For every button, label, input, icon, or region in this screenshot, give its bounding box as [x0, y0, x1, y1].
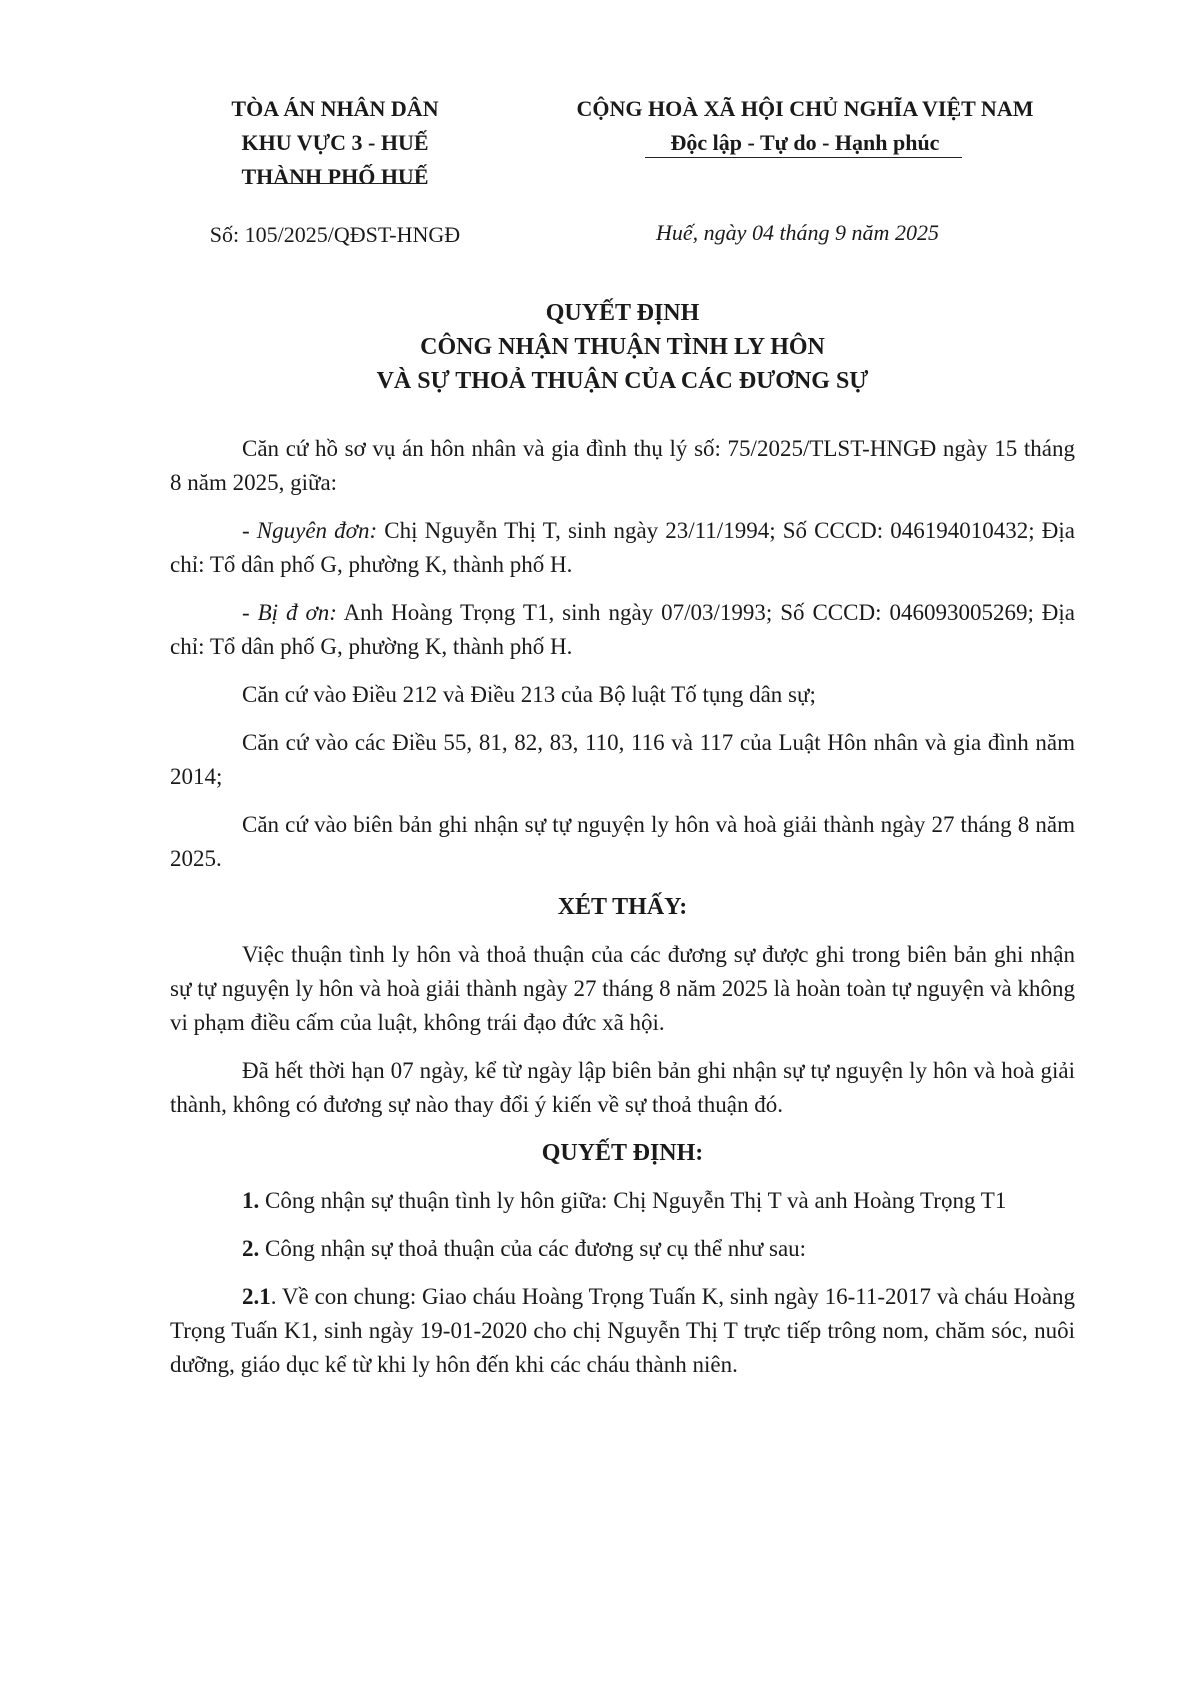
paragraph-marriage-law-basis: Căn cứ vào các Điều 55, 81, 82, 83, 110, 116 và 117 của Luật Hôn nhân và gia đình năm 2014; [170, 730, 1075, 789]
defendant-details: Anh Hoàng Trọng T1, sinh ngày 07/03/1993; Số CCCD: 046093005269; Địa chỉ: Tổ dân phố G, phường K, thành phố H. [170, 600, 1075, 659]
paragraph-case-basis: Căn cứ hồ sơ vụ án hôn nhân và gia đình thụ lý số: 75/2025/TLST-HNGĐ ngày 15 tháng 8 năm 2025, giữa: [170, 436, 1075, 495]
item-1-text: Công nhận sự thuận tình ly hôn giữa: Chị Nguyễn Thị T và anh Hoàng Trọng T1 [259, 1188, 1007, 1213]
document-body [170, 432, 1075, 1382]
nation-name: CỘNG HOÀ XÃ HỘI CHỦ NGHĨA VIỆT NAM [576, 96, 1034, 121]
defendant-label: - Bị đ ơn: [242, 600, 337, 625]
item-1-number: 1. [242, 1188, 260, 1213]
title-line2: CÔNG NHẬN THUẬN TÌNH LY HÔN [420, 334, 825, 360]
paragraph-defendant [170, 596, 1075, 664]
decision-item-1 [170, 1184, 1075, 1218]
court-underline [270, 183, 418, 184]
plaintiff-details: Chị Nguyễn Thị T, sinh ngày 23/11/1994; Số CCCD: 046194010432; Địa chỉ: Tổ dân phố G, phường K, thành phố H. [170, 518, 1075, 577]
heading-findings: XÉT THẤY: [557, 894, 688, 920]
document-title [170, 296, 1075, 398]
paragraph-civil-procedure-basis: Căn cứ vào Điều 212 và Điều 213 của Bộ luật Tố tụng dân sự; [242, 682, 816, 707]
decision-item-2-1 [170, 1280, 1075, 1382]
item-2-1-number: 2.1 [242, 1284, 271, 1309]
nation-motto: Độc lập - Tự do - Hạnh phúc [670, 130, 940, 155]
heading-decision: QUYẾT ĐỊNH: [541, 1140, 704, 1166]
item-2-number: 2. [242, 1236, 260, 1261]
place-and-date: Huế, ngày 04 tháng 9 năm 2025 [656, 220, 939, 245]
item-2-text: Công nhận sự thoả thuận của các đương sự cụ thể như sau: [259, 1236, 807, 1261]
item-2-1-text: . Về con chung: Giao cháu Hoàng Trọng Tuấn K, sinh ngày 16-11-2017 và cháu Hoàng Trọng Tuấn K1, sinh ngày 19-01-2020 cho chị Nguyễn Thị T trực tiếp trông nom, chăm sóc, nuôi dưỡng, giáo dục kể từ khi ly hôn đến khi các cháu thành niên. [170, 1284, 1075, 1377]
paragraph-findings-1: Việc thuận tình ly hôn và thoả thuận của các đương sự được ghi trong biên bản ghi nhận sự tự nguyện ly hôn và hoà giải thành ngày 27 tháng 8 năm 2025 là hoàn toàn tự nguyện và không vi phạm điều cấm của luật, không trái đạo đức xã hội. [170, 942, 1075, 1035]
court-name-line1: TÒA ÁN NHÂN DÂN [231, 96, 439, 121]
national-header [525, 92, 1085, 160]
court-header [205, 92, 465, 194]
title-line3: VÀ SỰ THOẢ THUẬN CỦA CÁC ĐƯƠNG SỰ [376, 368, 869, 394]
court-name-line3: THÀNH PHỐ HUẾ [241, 164, 429, 189]
paragraph-plaintiff [170, 514, 1075, 582]
paragraph-record-basis: Căn cứ vào biên bản ghi nhận sự tự nguyện ly hôn và hoà giải thành ngày 27 tháng 8 năm 2025. [170, 812, 1075, 871]
decision-item-2 [170, 1232, 1075, 1266]
title-line1: QUYẾT ĐỊNH [545, 300, 700, 326]
document-number: Số: 105/2025/QĐST-HNGĐ [209, 222, 461, 247]
court-name-line2: KHU VỰC 3 - HUẾ [241, 130, 429, 155]
paragraph-findings-2: Đã hết thời hạn 07 ngày, kể từ ngày lập biên bản ghi nhận sự tự nguyện ly hôn và hoà giải thành, không có đương sự nào thay đổi ý kiến về sự thoả thuận đó. [170, 1058, 1075, 1117]
motto-underline [645, 157, 962, 158]
plaintiff-label: - Nguyên đơn: [242, 518, 378, 543]
